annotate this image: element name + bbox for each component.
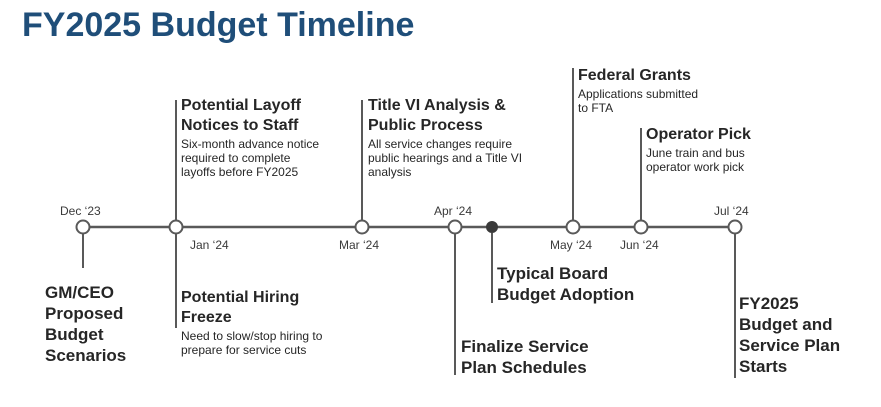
milestone-board-adoption: [487, 222, 498, 233]
date-jun24: Jun ‘24: [620, 238, 659, 252]
event-description: prepare for service cuts: [181, 343, 307, 357]
event-title: Potential Layoff: [181, 97, 302, 114]
event-title: Budget: [45, 325, 104, 344]
event-title: Title VI Analysis &: [368, 97, 506, 114]
event-description: public hearings and a Title VI: [368, 151, 523, 165]
event-operator-pick: [646, 125, 751, 174]
date-dec23: Dec ‘23: [60, 204, 101, 218]
event-title: Service Plan: [739, 336, 841, 355]
date-apr24: Apr ‘24: [434, 204, 473, 218]
event-description: All service changes require: [368, 137, 513, 151]
date-jul24: Jul ‘24: [714, 204, 749, 218]
event-description: Need to slow/stop hiring to: [181, 329, 323, 343]
event-title: Operator Pick: [646, 126, 751, 143]
milestone-jan24: [170, 221, 183, 234]
milestone-may24: [567, 221, 580, 234]
event-description: Six-month advance notice: [181, 137, 320, 151]
event-title: Potential Hiring: [181, 289, 300, 306]
event-title: Proposed: [45, 304, 124, 323]
event-federal-grants: [578, 66, 698, 115]
event-title: Starts: [739, 357, 788, 376]
event-title-vi-analysis: [368, 96, 522, 179]
event-fy2025-starts: [739, 293, 840, 377]
milestone-mar24: [356, 221, 369, 234]
event-title: Typical Board: [497, 264, 609, 283]
event-title: Scenarios: [45, 346, 127, 365]
event-description: analysis: [368, 165, 412, 179]
event-layoff-notices: [181, 96, 319, 179]
event-hiring-freeze: [181, 288, 322, 357]
event-title: Plan Schedules: [461, 358, 587, 377]
event-description: to FTA: [578, 101, 614, 115]
event-description: Applications submitted: [578, 87, 699, 101]
event-title: Freeze: [181, 309, 232, 326]
event-title: FY2025: [739, 294, 799, 313]
milestone-apr24: [449, 221, 462, 234]
date-mar24: Mar ‘24: [339, 238, 380, 252]
page-title: FY2025 Budget Timeline: [22, 6, 415, 44]
event-title: Public Process: [368, 117, 483, 134]
event-board-adoption: [497, 263, 634, 305]
event-title: Finalize Service: [461, 337, 589, 356]
event-gmceo-scenarios: [45, 282, 126, 366]
event-description: required to complete: [181, 151, 291, 165]
milestone-dec23: [77, 221, 90, 234]
milestone-jun24: [635, 221, 648, 234]
event-description: layoffs before FY2025: [181, 165, 299, 179]
date-jan24: Jan ‘24: [190, 238, 229, 252]
event-title: Federal Grants: [578, 67, 691, 84]
event-finalize-schedules: [461, 336, 589, 378]
event-description: June train and bus: [646, 146, 745, 160]
date-may24: May ‘24: [550, 238, 593, 252]
event-title: GM/CEO: [45, 283, 114, 302]
event-title: Notices to Staff: [181, 117, 299, 134]
event-description: operator work pick: [646, 160, 745, 174]
milestone-jul24: [729, 221, 742, 234]
event-title: Budget and: [739, 315, 833, 334]
event-title: Budget Adoption: [497, 285, 635, 304]
